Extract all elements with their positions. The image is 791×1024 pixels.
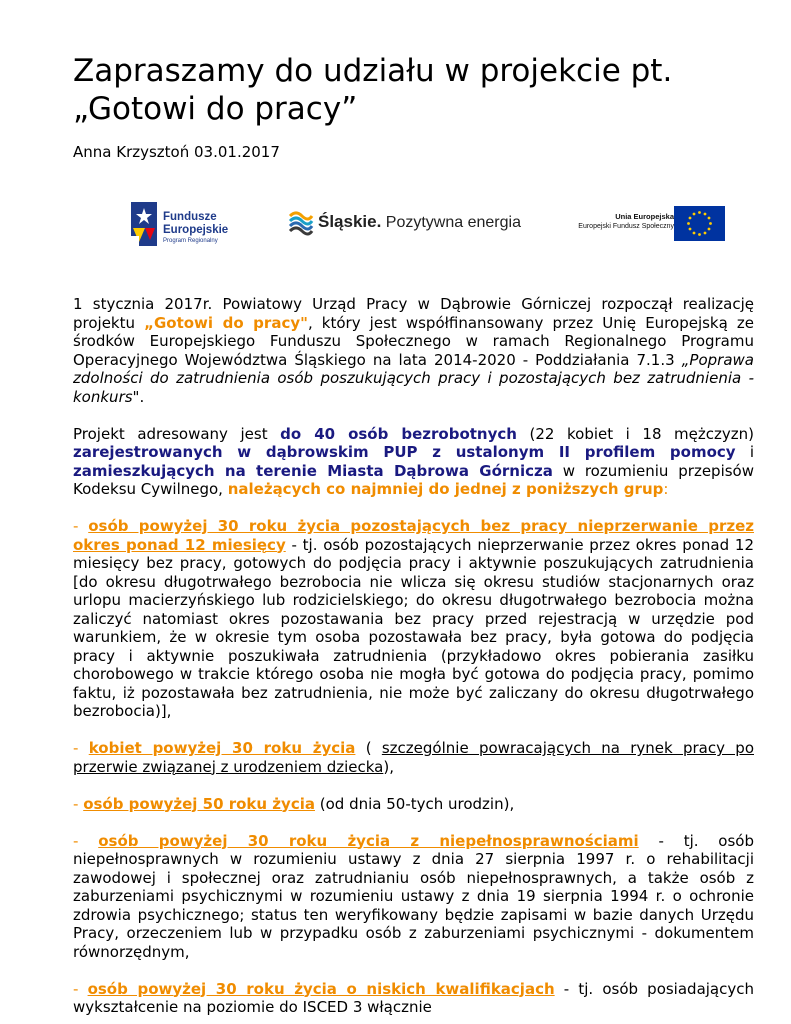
fundusze-europejskie-logo (131, 202, 241, 248)
fe-line-2: Europejskie (163, 224, 229, 236)
intro-paragraph (73, 295, 754, 406)
fundusze-europejskie-star-icon (131, 202, 157, 246)
group-disabled (73, 832, 754, 962)
group-5-text: - tj. osób posiadających wykształcenie na poziomie do ISCED 3 włącznie (73, 979, 754, 1016)
group-1-heading: osób powyżej 30 roku życia pozostających bez pracy nieprzerwanie przez okres ponad 12 miesięcy (73, 517, 754, 554)
fe-line-3: Program Regionalny (163, 238, 218, 244)
group-2-text-1: ( (355, 739, 382, 757)
group-1-dash: - (73, 517, 89, 535)
target-paragraph (73, 425, 754, 499)
target-text-2: (22 kobiet i 18 mężczyzn) (516, 424, 754, 443)
group-2-text-2: ), (383, 757, 394, 776)
eu-line-2: Europejski Fundusz Społeczny (578, 223, 674, 230)
group-2-dash: - (73, 739, 89, 757)
article-body (73, 295, 754, 1024)
author-date: Anna Krzysztoń 03.01.2017 (73, 143, 280, 161)
intro-text-2: , który jest współfinansowany przez Unię Europejską ze środków Europejskiego Funduszu Społecznego w ramach Regionalnego Programu Operacyjnego Województwa Śląskiego na lata 2014-2020 - Poddziałania 7.1.3 (73, 313, 754, 369)
group-3-dash: - (73, 794, 84, 813)
target-text-3: i (735, 443, 755, 461)
project-name: „Gotowi do pracy" (144, 313, 308, 332)
target-groups-intro: należących co najmniej do jednej z poniższych grup (227, 480, 664, 498)
slaskie-logo (288, 208, 528, 238)
group-1-text: - tj. osób pozostających nieprzerwanie przez okres ponad 12 miesięcy bez pracy, gotowych do podjęcia pracy i aktywnie poszukujących zatrudnienia [do okresu długotrwałego bezrobocia nie wlicza się okresu studiów stacjonarnych oraz urlopu macierzyńskiego lub rodzicielskiego; do okresu długotrwałego bezrobocia można zaliczyć natomiast okres pozostawania bez pracy przed rejestracją w urzędzie pod warunkiem, że w okresie tym osoba pozostawała bez pracy, była gotowa do podjęcia pracy i aktywnie poszukiwała zatrudnienia (przykładowo okres pobierania zasiłku chorobowego w trakcie którego osoba nie mogła być gotowa do podjęcia pracy, pomimo faktu, iż pozostawała bez zatrudnienia, nie może być zaliczany do okresu długotrwałego bezrobocia)], (73, 535, 754, 720)
page-title: Zapraszamy do udziału w projekcie pt. „Gotowi do pracy” (73, 53, 673, 127)
eu-flag-icon (674, 206, 725, 241)
group-5-dash: - (73, 979, 88, 998)
group-2-heading: kobiet powyżej 30 roku życia (88, 739, 356, 757)
intro-text-1: 1 stycznia 2017r. Powiatowy Urząd Pracy w Dąbrowie Górniczej rozpoczął realizację projektu (73, 295, 754, 332)
group-4-text: - tj. osób niepełnosprawnych w rozumieniu ustawy z dnia 27 sierpnia 1997 r. o rehabilitacji zawodowej i społecznej oraz zatrudnianiu osób niepełnosprawnych, a także osób z zaburzeniami psychicznymi w rozumieniu ustawy z dnia 19 sierpnia 1994 r. o ochronie zdrowia psychicznego; status ten weryfikowany będzie zapisami w bazie danych Urzędu Pracy, orzeczeniem lub w przypadku osób z zaburzeniami psychicznymi - dokumentem równorzędnym, (73, 831, 754, 961)
group-women (73, 739, 754, 776)
intro-text-3: ". (132, 387, 145, 406)
target-colon: : (663, 480, 669, 498)
group-over-50 (73, 795, 754, 814)
group-2-underlined: szczególnie powracających na rynek pracy po przerwie związanej z urodzeniem dziecka (73, 739, 754, 776)
target-count: do 40 osób bezrobotnych (280, 424, 517, 443)
group-long-term-unemployed (73, 517, 754, 721)
eu-line-1: Unia Europejska (615, 212, 674, 221)
slaskie-slogan: Pozytywna energia (381, 214, 521, 231)
fe-line-1: Fundusze (163, 211, 217, 223)
slaskie-wave-icon (288, 208, 314, 236)
group-5-heading: osób powyżej 30 roku życia o niskich kwalifikacjach (87, 979, 555, 998)
target-residence: zamieszkujących na terenie Miasta Dąbrowa Górnicza (73, 461, 553, 480)
group-3-heading: osób powyżej 50 roku życia (83, 794, 315, 813)
group-4-dash: - (73, 831, 99, 850)
group-4-heading: osób powyżej 30 roku życia z niepełnosprawnościami (98, 831, 639, 850)
target-text-1: Projekt adresowany jest (73, 424, 281, 443)
subaction-name: „Poprawa zdolności do zatrudnienia osób poszukujących pracy i pozostających bez zatrudnienia - konkurs (73, 350, 754, 406)
eu-efs-logo (560, 206, 730, 242)
target-registered: zarejestrowanych w dąbrowskim PUP z ustalonym II profilem pomocy (73, 443, 736, 461)
group-low-qualifications (73, 980, 754, 1017)
logo-strip (0, 196, 791, 252)
slaskie-brand: Śląskie. (318, 212, 382, 231)
group-3-text: (od dnia 50-tych urodzin), (314, 794, 515, 813)
target-text-4: w rozumieniu przepisów Kodeksu Cywilnego, (73, 461, 754, 498)
